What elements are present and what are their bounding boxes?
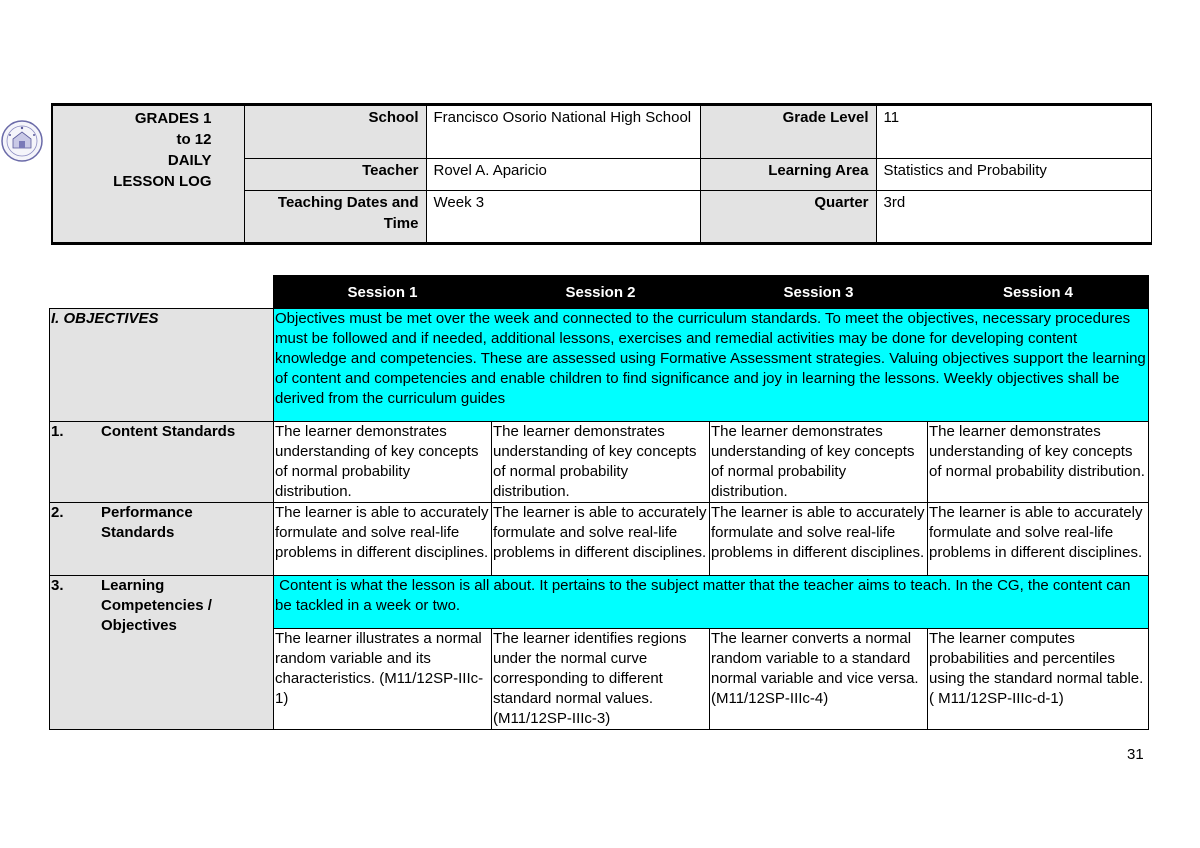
teaching-dates-label-line: Time bbox=[383, 215, 419, 232]
grade-level-label: Grade Level bbox=[700, 105, 876, 159]
objectives-label: I. OBJECTIVES bbox=[50, 309, 274, 422]
row-label-line: Competencies / bbox=[101, 597, 212, 614]
learning-competencies-cell: The learner converts a normal random variable to a standard normal variable and vice versa. (M11/12SP-IIIc-4) bbox=[710, 629, 928, 730]
row-label bbox=[101, 503, 271, 543]
quarter-value: 3rd bbox=[876, 191, 1151, 244]
performance-standards-cell: The learner is able to accurately formulate and solve real-life problems in different disciplines. bbox=[710, 503, 928, 576]
objectives-row bbox=[50, 309, 1149, 422]
content-standards-cell: The learner demonstrates understanding of key concepts of normal probability distribution. bbox=[928, 422, 1149, 503]
content-standards-cell: The learner demonstrates understanding of key concepts of normal probability distribution. bbox=[710, 422, 928, 503]
learning-competencies-note: Content is what the lesson is all about. It pertains to the subject matter that the teacher aims to teach. In the CG, the content can be tackled in a week or two. bbox=[274, 576, 1149, 629]
learning-area-label: Learning Area bbox=[700, 159, 876, 191]
teaching-dates-value: Week 3 bbox=[426, 191, 700, 244]
teaching-dates-label bbox=[244, 191, 426, 244]
school-label: School bbox=[244, 105, 426, 159]
performance-standards-cell: The learner is able to accurately formulate and solve real-life problems in different disciplines. bbox=[492, 503, 710, 576]
blank-corner bbox=[50, 276, 274, 309]
learning-competencies-cell: The learner computes probabilities and percentiles using the standard normal table. ( M11/12SP-IIIc-d-1) bbox=[928, 629, 1149, 730]
session-header: Session 1 bbox=[274, 276, 492, 309]
title-line: to 12 bbox=[176, 131, 212, 148]
page-number: 31 bbox=[1127, 746, 1144, 763]
teacher-value: Rovel A. Aparicio bbox=[426, 159, 700, 191]
row-label-line: Objectives bbox=[101, 617, 177, 634]
row-number: 1. bbox=[51, 423, 64, 440]
grade-level-value: 11 bbox=[876, 105, 1151, 159]
learning-competencies-cell: The learner identifies regions under the normal curve corresponding to different standard normal values. (M11/12SP-IIIc-3) bbox=[492, 629, 710, 730]
school-value: Francisco Osorio National High School bbox=[426, 105, 700, 159]
row-label bbox=[101, 576, 271, 636]
teaching-dates-label-line: Teaching Dates and bbox=[277, 194, 419, 211]
performance-standards-cell: The learner is able to accurately formulate and solve real-life problems in different disciplines. bbox=[274, 503, 492, 576]
row-label-line: Performance bbox=[101, 504, 193, 521]
quarter-label: Quarter bbox=[700, 191, 876, 244]
title-line: GRADES 1 bbox=[134, 110, 212, 127]
session-header-row bbox=[50, 276, 1149, 309]
session-header: Session 4 bbox=[928, 276, 1149, 309]
objectives-text: Objectives must be met over the week and connected to the curriculum standards. To meet the objectives, necessary procedures must be followed and if needed, additional lessons, exercises and remedial activities may be done for developing content knowledge and competencies. These are assessed using Formative Assessment strategies. Valuing objectives support the learning of content and competencies and enable children to find significance and joy in learning the lessons. Weekly objectives shall be derived from the curriculum guides bbox=[274, 309, 1149, 422]
learning-competencies-note-row bbox=[50, 576, 1149, 629]
row-number: 2. bbox=[51, 504, 64, 521]
header-info-table bbox=[51, 103, 1152, 245]
content-standards-cell: The learner demonstrates understanding of key concepts of normal probability distribution. bbox=[274, 422, 492, 503]
teacher-label: Teacher bbox=[244, 159, 426, 191]
lesson-log-title bbox=[52, 105, 244, 244]
session-header: Session 2 bbox=[492, 276, 710, 309]
deped-seal-icon bbox=[0, 115, 44, 167]
learning-area-value: Statistics and Probability bbox=[876, 159, 1151, 191]
row-label: Content Standards bbox=[101, 423, 236, 440]
content-standards-cell: The learner demonstrates understanding of key concepts of normal probability distribution. bbox=[492, 422, 710, 503]
learning-competencies-label bbox=[50, 576, 274, 730]
row-label-line: Learning bbox=[101, 577, 165, 594]
content-standards-row bbox=[50, 422, 1149, 503]
title-line: LESSON LOG bbox=[113, 173, 212, 190]
learning-competencies-cell: The learner illustrates a normal random variable and its characteristics. (M11/12SP-IIIc-1) bbox=[274, 629, 492, 730]
performance-standards-row bbox=[50, 503, 1149, 576]
row-number: 3. bbox=[51, 577, 64, 594]
row-label-line: Standards bbox=[101, 524, 175, 541]
session-header: Session 3 bbox=[710, 276, 928, 309]
lesson-plan-table bbox=[49, 275, 1149, 730]
performance-standards-cell: The learner is able to accurately formulate and solve real-life problems in different disciplines. bbox=[928, 503, 1149, 576]
title-line: DAILY bbox=[167, 152, 212, 169]
content-standards-label bbox=[50, 422, 274, 503]
performance-standards-label bbox=[50, 503, 274, 576]
